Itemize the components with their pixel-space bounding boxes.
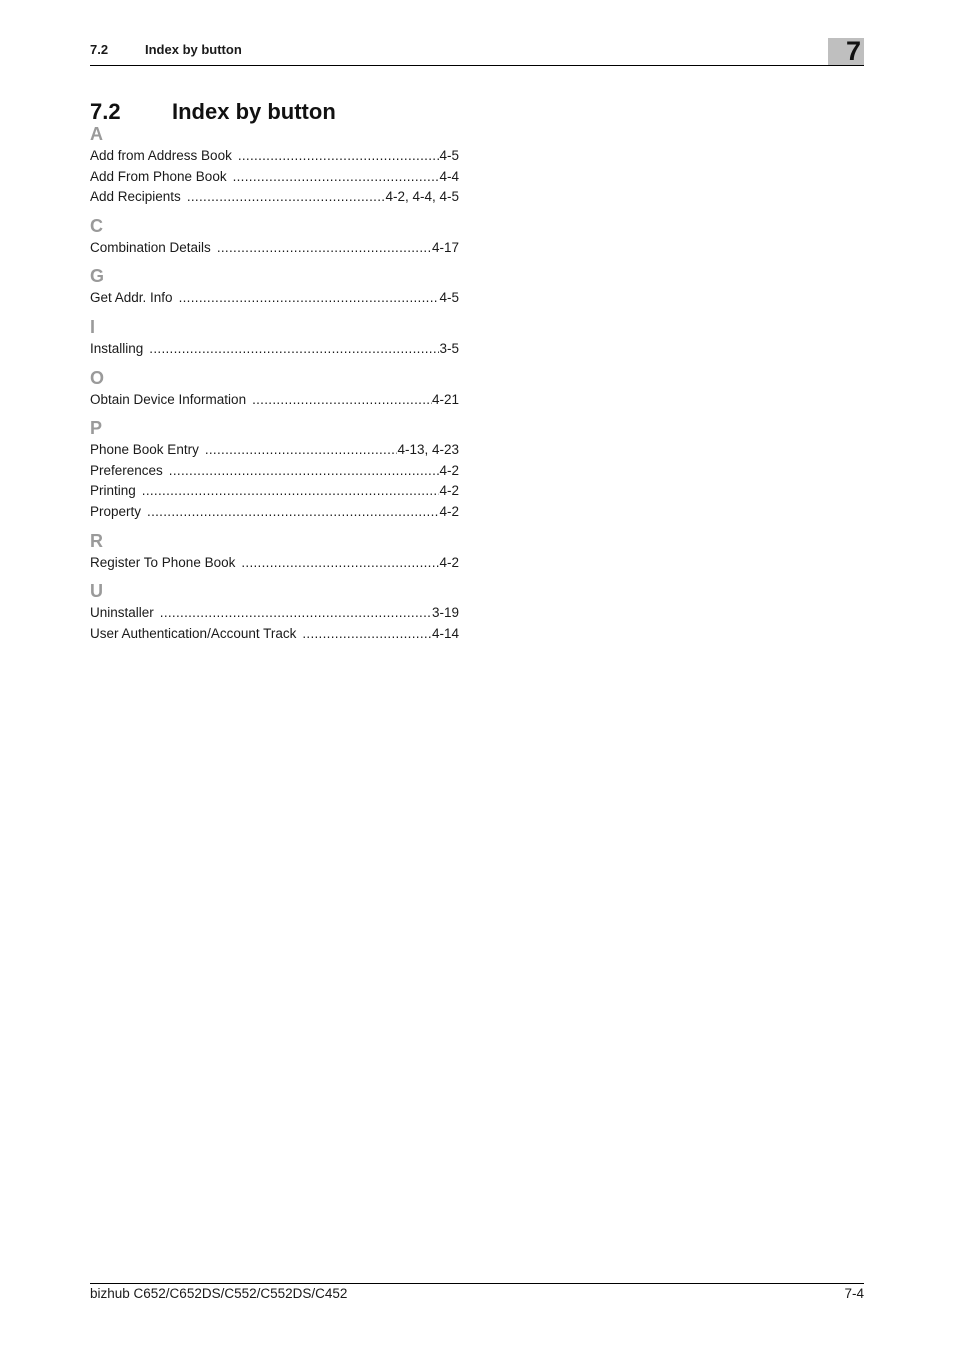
index-entry-pages: 4-2 (439, 483, 459, 499)
header-section-number: 7.2 (90, 42, 109, 57)
index-entry-pages: 4-4 (439, 168, 459, 184)
index-entry (90, 146, 459, 167)
index-letter-heading: R (90, 530, 103, 551)
index-entry-pages: 4-13, 4-23 (397, 442, 459, 458)
index-entry (90, 603, 459, 624)
index-entry-pages: 3-19 (431, 605, 459, 621)
index-group (90, 315, 459, 360)
index-entry (90, 502, 459, 523)
index-entry (90, 390, 459, 411)
index-entry-label: Get Addr. Info (90, 290, 173, 306)
index-entry (90, 339, 459, 360)
index-entry-pages: 4-17 (431, 239, 459, 255)
index-entry (90, 167, 459, 188)
index-group (90, 122, 459, 208)
header-section-title: Index by button (145, 42, 242, 57)
index-letter-heading: O (90, 367, 105, 388)
index-entry-label: Uninstaller (90, 605, 154, 621)
index-entry-pages: 4-2 (439, 462, 459, 478)
index-entry-label: Preferences (90, 462, 163, 478)
dot-leader (149, 339, 439, 360)
index-letter-heading: A (90, 124, 103, 144)
index-entry-label: Phone Book Entry (90, 442, 199, 458)
index-group (90, 264, 459, 309)
index-entry-pages: 4-2 (439, 503, 459, 519)
index-entry-label: Property (90, 503, 142, 519)
index-letter-heading: C (90, 215, 103, 236)
dot-leader (217, 238, 432, 259)
index-entry-pages: 4-21 (431, 391, 459, 407)
button-index (90, 122, 459, 644)
index-entry-pages: 4-5 (439, 148, 459, 163)
index-group (90, 416, 459, 522)
dot-leader (238, 146, 440, 167)
index-entry-label: Add from Address Book (90, 148, 232, 163)
dot-leader (205, 440, 398, 461)
index-entry (90, 553, 459, 574)
index-entry-label: Printing (90, 483, 136, 499)
header-rule (90, 65, 864, 66)
chapter-tab (828, 38, 864, 65)
index-entry-label: Add Recipients (90, 189, 181, 205)
index-group (90, 214, 459, 259)
index-entry-pages: 4-2 (439, 554, 459, 570)
chapter-tab-number: 7 (845, 36, 861, 66)
index-letter-heading: U (90, 581, 103, 602)
index-group (90, 529, 459, 574)
dot-leader (187, 187, 386, 208)
index-entry-label: Obtain Device Information (90, 391, 247, 407)
index-entry-pages: 4-2, 4-4, 4-5 (385, 189, 459, 205)
dot-leader (302, 624, 432, 645)
index-entry (90, 187, 459, 208)
page-title-text: Index by button (172, 98, 336, 124)
dot-leader (252, 390, 432, 411)
index-entry-label: Installing (90, 340, 144, 356)
index-entry (90, 288, 459, 309)
footer-page-number: 7-4 (844, 1286, 864, 1301)
index-entry (90, 461, 459, 482)
running-header (90, 38, 864, 66)
index-letter-heading: I (90, 316, 96, 337)
index-entry-label: User Authentication/Account Track (90, 625, 297, 641)
dot-leader (142, 481, 440, 502)
dot-leader (147, 502, 439, 523)
index-entry-label: Register To Phone Book (90, 554, 236, 570)
dot-leader (169, 461, 440, 482)
index-entry (90, 238, 459, 259)
index-entry-label: Combination Details (90, 239, 211, 255)
index-entry-pages: 3-5 (439, 340, 459, 356)
index-letter-heading: P (90, 418, 103, 439)
index-entry (90, 440, 459, 461)
index-group (90, 366, 459, 411)
index-entry (90, 481, 459, 502)
index-entry-pages: 4-14 (431, 625, 459, 641)
footer-rule (90, 1283, 864, 1284)
dot-leader (241, 553, 439, 574)
index-entry-pages: 4-5 (439, 290, 459, 306)
index-entry-label: Add From Phone Book (90, 168, 227, 184)
page-title-number: 7.2 (90, 98, 121, 124)
dot-leader (233, 167, 440, 188)
index-group (90, 579, 459, 644)
dot-leader (179, 288, 440, 309)
index-letter-heading: G (90, 266, 105, 287)
dot-leader (160, 603, 432, 624)
footer-model: bizhub C652/C652DS/C552/C552DS/C452 (90, 1286, 348, 1301)
index-entry (90, 624, 459, 645)
